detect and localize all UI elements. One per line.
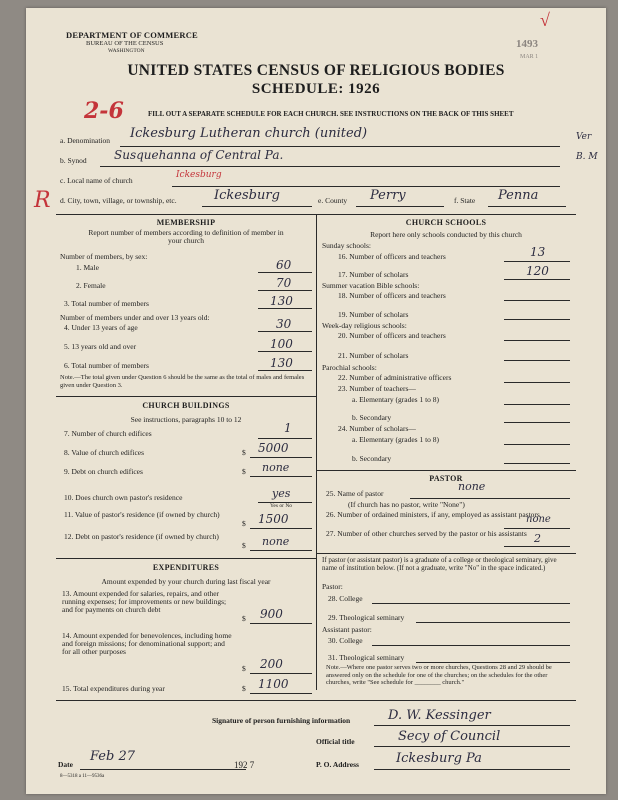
schedule-title: SCHEDULE: 1926 (251, 81, 381, 97)
q22-line (504, 382, 570, 383)
yes-no-hint: Yes or No (270, 503, 293, 509)
q25-value: none (458, 480, 486, 493)
date-line (80, 769, 246, 770)
edifices-count-label: 7. Number of church edifices (64, 429, 152, 438)
denomination-note: Ver (576, 132, 592, 142)
q24b-label: b. Secondary (352, 454, 392, 463)
edifices-count-value: 1 (284, 421, 292, 435)
over-13-value: 100 (270, 337, 293, 351)
q19-label: 19. Number of scholars (338, 310, 409, 319)
q17-value: 120 (526, 264, 549, 278)
total-members-label: 3. Total number of members (64, 299, 149, 308)
pastor-note: Note.—Where one pastor serves two or more churches, Questions 28 and 29 should be answered only on the schedule for one of the churches; on the schedules for the other churches, write "See schedule for ________ church." (326, 664, 552, 686)
q25-label: 25. Name of pastor (326, 489, 384, 498)
synod-line (100, 166, 560, 167)
city-value: Ickesburg (214, 188, 280, 203)
buildings-rule (56, 396, 316, 397)
q26-value: none (526, 514, 551, 525)
city-line (202, 206, 312, 207)
expenditures-heading: EXPENDITURES (152, 563, 220, 572)
q19-line (504, 319, 570, 320)
margin-r-mark: R (34, 188, 51, 213)
over-13-label: 5. 13 years old and over (64, 342, 137, 351)
county-label: e. County (318, 196, 348, 205)
q25-line (410, 498, 570, 499)
q13-label: 13. Amount expended for salaries, repairs, and other running expenses; for improvements or new buildings; and for payments on church debt (62, 589, 227, 614)
synod-note: B. M (576, 152, 598, 162)
residence-value-value: 1500 (258, 512, 289, 526)
handwritten-count: 2-6 (84, 98, 124, 124)
q16-label: 16. Number of officers and teachers (338, 252, 446, 261)
buildings-heading: CHURCH BUILDINGS (142, 401, 230, 410)
edifices-debt-line (250, 476, 312, 477)
residence-value-line (250, 528, 312, 529)
column-divider (316, 214, 317, 690)
synod-label: b. Synod (60, 156, 87, 165)
total-members-line (258, 308, 312, 309)
residence-value-label: 11. Value of pastor's residence (if owned by church) (64, 510, 220, 519)
signature-line (374, 725, 570, 726)
q13-dollar: $ (242, 614, 246, 623)
total-members-2-value: 130 (270, 356, 293, 370)
female-line (258, 290, 312, 291)
denomination-label: a. Denomination (60, 136, 110, 145)
q30-label: 30. College (328, 636, 363, 645)
under-13-line (258, 331, 312, 332)
q23b-label: b. Secondary (352, 413, 392, 422)
expenditures-intro: Amount expended by your church during last fiscal year (101, 577, 271, 586)
state-value: Penna (498, 188, 539, 203)
bottom-rule (56, 700, 576, 701)
age-label: Number of members under and over 13 years old: (60, 313, 210, 322)
date-year: 192 7 (234, 760, 255, 770)
schools-intro: Report here only schools conducted by this church (370, 230, 522, 239)
form-title: UNITED STATES CENSUS OF RELIGIOUS BODIES (127, 62, 505, 79)
local-name-label: c. Local name of church (60, 176, 133, 185)
q13-value: 900 (260, 607, 283, 621)
female-value: 70 (276, 276, 292, 290)
q15-line (250, 693, 312, 694)
city-heading: WASHINGTON (108, 48, 145, 54)
residence-own-label: 10. Does church own pastor's residence (64, 493, 183, 502)
q24a-line (504, 444, 570, 445)
state-label: f. State (454, 196, 476, 205)
edifices-value-value: 5000 (258, 441, 289, 455)
q18-line (504, 300, 570, 301)
local-name-line (172, 186, 560, 187)
residence-debt-dollar: $ (242, 541, 246, 550)
under-13-label: 4. Under 13 years of age (64, 323, 138, 332)
edifices-value-label: 8. Value of church edifices (64, 448, 145, 457)
form-code: 8—5318 a 11—9536a (60, 774, 105, 779)
q28-label: 28. College (328, 594, 363, 603)
pastor-subheading: Pastor: (322, 582, 343, 591)
q23b-line (504, 422, 570, 423)
q20-label: 20. Number of officers and teachers (338, 331, 446, 340)
graduate-note: If pastor (or assistant pastor) is a graduate of a college or theological seminary, give name of institution below. (If not a graduate, write "No" in the space indicated.) (322, 556, 557, 572)
q24a-label: a. Elementary (grades 1 to 8) (352, 435, 440, 444)
state-line (488, 206, 566, 207)
membership-intro: Report number of members according to definition of member in your church (88, 228, 284, 245)
male-line (258, 272, 312, 273)
q14-label: 14. Amount expended for benevolences, including home and foreign missions; for denominational support; and for all other purposes (62, 631, 232, 656)
buildings-intro: See instructions, paragraphs 10 to 12 (130, 415, 242, 424)
parochial-schools-label: Parochial schools: (322, 363, 377, 372)
q30-line (372, 645, 570, 646)
q23a-line (504, 404, 570, 405)
q22-label: 22. Number of administrative officers (338, 373, 452, 382)
q25-hint: (If church has no pastor, write "None") (348, 500, 465, 509)
residence-value-dollar: $ (242, 519, 246, 528)
census-schedule-sheet (26, 8, 606, 794)
by-sex-label: Number of members, by sex: (60, 252, 148, 261)
q24b-line (504, 463, 570, 464)
q14-value: 200 (260, 657, 283, 671)
q31-label: 31. Theological seminary (328, 653, 405, 662)
received-stamp-date: MAR 1 (520, 54, 539, 60)
q14-dollar: $ (242, 664, 246, 673)
po-address-label: P. O. Address (316, 760, 359, 769)
q16-value: 13 (530, 245, 546, 259)
q28-line (372, 603, 570, 604)
denomination-line (120, 146, 560, 147)
po-address-line (374, 769, 570, 770)
residence-debt-line (250, 550, 312, 551)
signature-value: D. W. Kessinger (388, 708, 491, 723)
male-value: 60 (276, 258, 292, 272)
edifices-count-line (258, 438, 312, 439)
red-check-mark: √ (540, 10, 550, 30)
graduate-rule (316, 553, 576, 554)
summer-schools-label: Summer vacation Bible schools: (322, 281, 420, 290)
residence-debt-label: 12. Debt on pastor's residence (if owned by church) (64, 532, 219, 541)
official-title-value: Secy of Council (398, 729, 501, 744)
q18-label: 18. Number of officers and teachers (338, 291, 446, 300)
female-label: 2. Female (76, 281, 106, 290)
q29-label: 29. Theological seminary (328, 613, 405, 622)
q23a-label: a. Elementary (grades 1 to 8) (352, 395, 440, 404)
total-members-2-label: 6. Total number of members (64, 361, 149, 370)
q15-dollar: $ (242, 684, 246, 693)
county-value: Perry (370, 188, 406, 203)
received-stamp-number: 1493 (516, 38, 538, 50)
membership-heading: MEMBERSHIP (156, 218, 216, 227)
edifices-debt-value: none (262, 461, 290, 474)
residence-own-value: yes (272, 487, 291, 500)
date-label: Date (58, 760, 73, 769)
department-heading: DEPARTMENT OF COMMERCE (66, 30, 198, 40)
pastor-rule (316, 470, 576, 471)
q27-label: 27. Number of other churches served by the pastor or his assistants (326, 529, 527, 538)
edifices-value-line (250, 457, 312, 458)
weekday-schools-label: Week-day religious schools: (322, 321, 407, 330)
membership-note: Note.—The total given under Question 6 should be the same as the total of males and females given under Question 3. (60, 374, 305, 389)
denomination-value: Ickesburg Lutheran church (united) (130, 126, 368, 141)
edifices-debt-dollar: $ (242, 467, 246, 476)
separate-schedule-instruction: FILL OUT A SEPARATE SCHEDULE FOR EACH CHURCH. SEE INSTRUCTIONS ON THE BACK OF THIS SHEET (148, 110, 514, 118)
official-title-label: Official title (316, 737, 355, 746)
over-13-line (258, 351, 312, 352)
q27-value: 2 (534, 532, 541, 545)
q26-label: 26. Number of ordained ministers, if any, employed as assistant pastors (326, 510, 540, 519)
under-13-value: 30 (276, 317, 292, 331)
q27-line (504, 546, 570, 547)
q29-line (416, 622, 570, 623)
q21-line (504, 360, 570, 361)
city-label: d. City, town, village, or township, etc. (60, 196, 177, 205)
q20-line (504, 340, 570, 341)
edifices-dollar: $ (242, 448, 246, 457)
q15-label: 15. Total expenditures during year (62, 684, 165, 693)
edifices-debt-label: 9. Debt on church edifices (64, 467, 143, 476)
schools-heading: CHURCH SCHOOLS (405, 218, 487, 227)
total-members-2-line (258, 370, 312, 371)
date-value: Feb 27 (90, 749, 135, 764)
bureau-heading: BUREAU OF THE CENSUS (86, 40, 164, 47)
total-members-value: 130 (270, 294, 293, 308)
local-name-value: Ickesburg (176, 170, 222, 180)
residence-debt-value: none (262, 535, 290, 548)
q23-label: 23. Number of teachers— (338, 384, 416, 393)
q15-value: 1100 (258, 677, 289, 691)
po-address-value: Ickesburg Pa (396, 751, 482, 766)
q14-line (250, 673, 312, 674)
sunday-schools-label: Sunday schools: (322, 241, 371, 250)
pastor-heading: PASTOR (429, 474, 463, 483)
synod-value: Susquehanna of Central Pa. (114, 148, 284, 162)
male-label: 1. Male (76, 263, 99, 272)
county-line (356, 206, 444, 207)
q17-line (504, 279, 570, 280)
q24-label: 24. Number of scholars— (338, 424, 416, 433)
q31-line (416, 662, 570, 663)
assistant-subheading: Assistant pastor: (322, 625, 372, 634)
official-title-line (374, 746, 570, 747)
q21-label: 21. Number of scholars (338, 351, 409, 360)
signature-label: Signature of person furnishing information (212, 716, 351, 725)
q17-label: 17. Number of scholars (338, 270, 409, 279)
expenditures-rule (56, 558, 316, 559)
q13-line (250, 623, 312, 624)
q16-line (504, 261, 570, 262)
